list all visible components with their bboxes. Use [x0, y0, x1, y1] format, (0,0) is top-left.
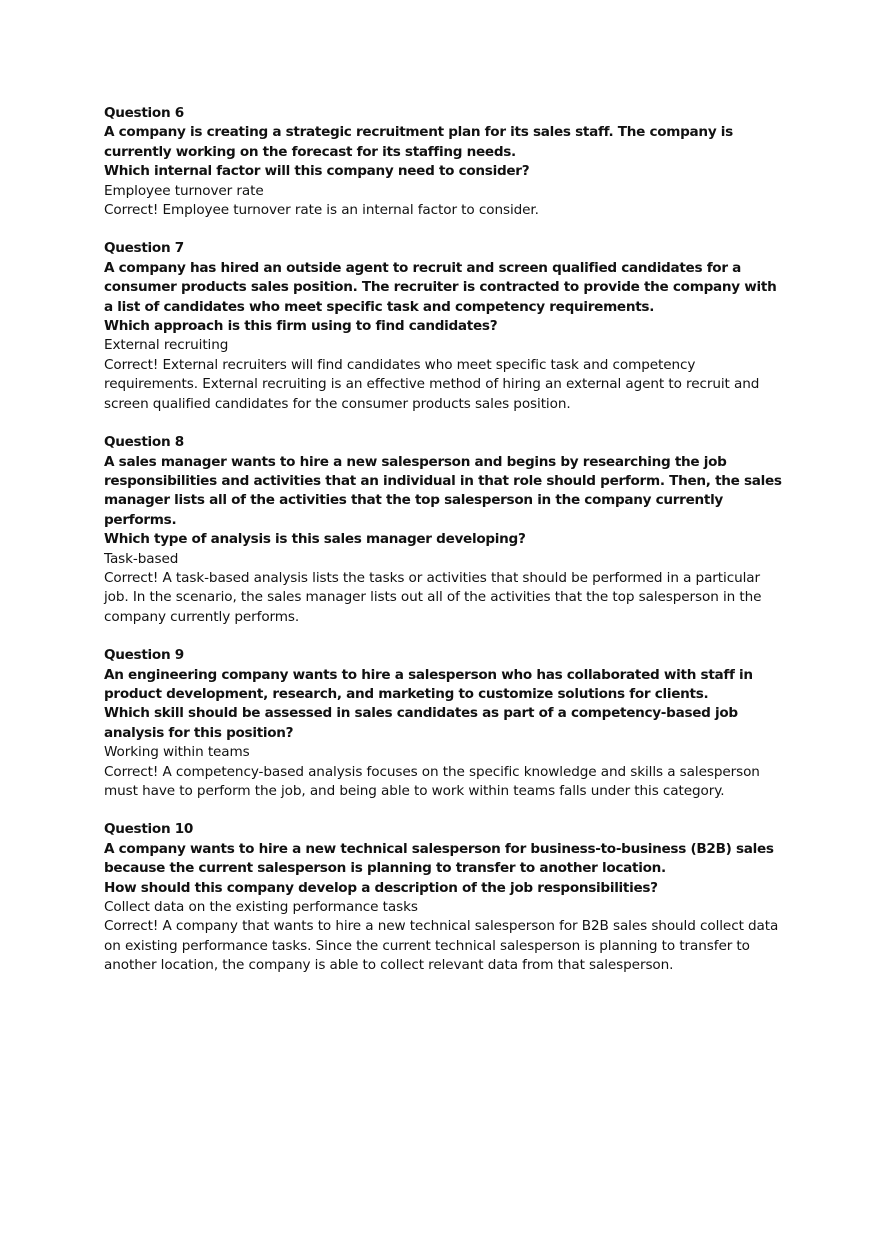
question-prompt: Which type of analysis is this sales manager developing?: [104, 531, 526, 548]
question-stem: A sales manager wants to hire a new salesperson and begins by researching the job responsibilities and activities that an individual in that role should perform. Then, the sales manager lists all of the activities that the top salesperson in the company currently performs.: [104, 453, 782, 528]
selected-answer: Working within teams: [104, 744, 250, 761]
question-stem: An engineering company wants to hire a salesperson who has collaborated with staff in product development, research, and marketing to customize solutions for clients.: [104, 666, 753, 702]
answer-feedback: Correct! Employee turnover rate is an internal factor to consider.: [104, 202, 539, 219]
question-prompt: How should this company develop a description of the job responsibilities?: [104, 879, 658, 896]
answer-feedback: Correct! External recruiters will find candidates who meet specific task and competency requirements. External recruiting is an effective method of hiring an external agent to recruit and screen qualified candidates for the consumer products sales position.: [104, 356, 760, 412]
question-block: [104, 646, 784, 801]
question-block: [104, 820, 784, 975]
answer-feedback: Correct! A company that wants to hire a new technical salesperson for B2B sales should collect data on existing performance tasks. Since the current technical salesperson is planning to transfer to another location, the company is able to collect relevant data from that salesperson.: [104, 918, 779, 974]
question-title: Question 6: [104, 105, 184, 121]
document-page: [104, 104, 784, 995]
question-prompt: Which skill should be assessed in sales candidates as part of a competency-based job analysis for this position?: [104, 705, 738, 741]
question-title: Question 9: [104, 647, 184, 664]
question-title: Question 10: [104, 821, 194, 838]
question-prompt: Which internal factor will this company need to consider?: [104, 163, 530, 180]
question-block: [104, 104, 784, 220]
question-title: Question 7: [104, 240, 184, 257]
question-prompt: Which approach is this firm using to find candidates?: [104, 318, 498, 335]
answer-feedback: Correct! A task-based analysis lists the tasks or activities that should be performed in a particular job. In the scenario, the sales manager lists out all of the activities that the top salesperson in the company currently performs.: [104, 569, 762, 625]
question-stem: A company has hired an outside agent to recruit and screen qualified candidates for a consumer products sales position. The recruiter is contracted to provide the company with a list of candidates who meet specific task and competency requirements.: [104, 259, 777, 315]
question-title: Question 8: [104, 434, 184, 451]
question-stem: A company is creating a strategic recruitment plan for its sales staff. The company is currently working on the forecast for its staffing needs.: [104, 124, 733, 160]
answer-feedback: Correct! A competency-based analysis focuses on the specific knowledge and skills a salesperson must have to perform the job, and being able to work within teams falls under this category.: [104, 763, 760, 799]
selected-answer: Task-based: [104, 550, 179, 567]
selected-answer: Collect data on the existing performance tasks: [104, 899, 418, 916]
question-block: [104, 433, 784, 627]
selected-answer: External recruiting: [104, 337, 229, 354]
question-block: [104, 239, 784, 414]
selected-answer: Employee turnover rate: [104, 182, 264, 199]
question-stem: A company wants to hire a new technical salesperson for business-to-business (B2B) sales because the current salesperson is planning to transfer to another location.: [104, 840, 774, 877]
